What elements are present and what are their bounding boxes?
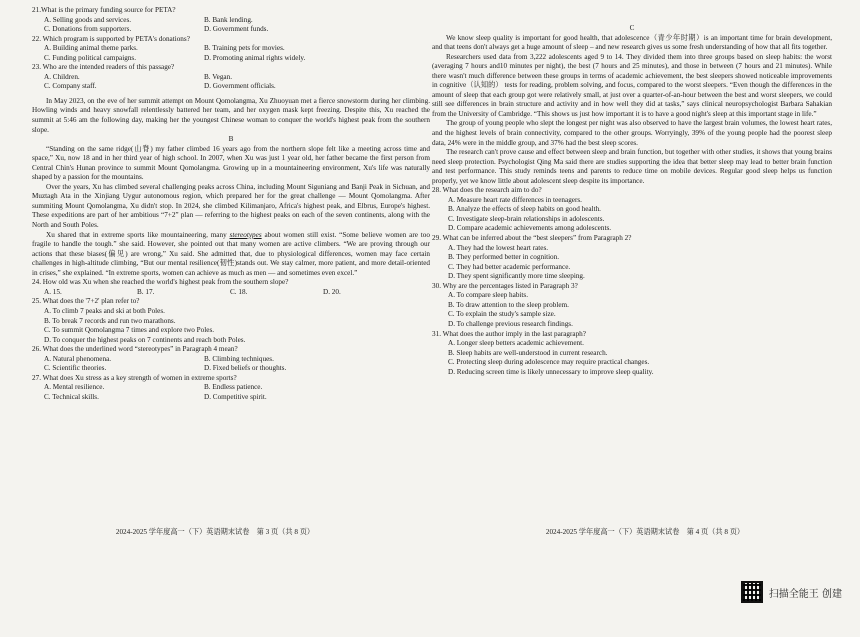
option: C. They had better academic performance. — [448, 262, 571, 271]
option: A. 15. — [44, 287, 62, 296]
question-stem: 31. What does the author imply in the last paragraph? — [432, 329, 586, 338]
option: B. Bank lending. — [204, 15, 253, 24]
option: B. 17. — [137, 287, 155, 296]
options-row — [32, 355, 430, 365]
option: D. Promoting animal rights widely. — [204, 53, 306, 62]
option: B. Climbing techniques. — [204, 354, 274, 363]
option: C. 18. — [230, 287, 248, 296]
option: C. Scientific theories. — [44, 364, 107, 373]
option: B. Analyze the effects of sleep habits on good health. — [448, 205, 601, 214]
option: D. To conquer the highest peaks on 7 continents and reach both Poles. — [44, 335, 246, 344]
right-page — [432, 24, 832, 637]
option: B. Vegan. — [204, 72, 233, 81]
question-stem: 27. What does Xu stress as a key strength of women in extreme sports? — [32, 373, 237, 382]
question-stem: 22. Which program is supported by PETA's donations? — [32, 34, 190, 43]
option: A. Measure heart rate differences in teenagers. — [448, 195, 582, 204]
options-row — [32, 73, 430, 83]
scanner-watermark — [741, 581, 842, 603]
option: D. Reducing screen time is likely unnecessary to improve sleep quality. — [448, 367, 654, 376]
options-row — [32, 288, 430, 298]
option: C. Company staff. — [44, 82, 97, 91]
underlined-word: stereotypes — [229, 230, 262, 239]
option: C. Technical skills. — [44, 392, 99, 401]
option: A. Mental resilience. — [44, 383, 105, 392]
option: D. To challenge previous research findings. — [448, 319, 573, 328]
question-stem: 29. What can be inferred about the “best sleepers” from Paragraph 2? — [432, 234, 632, 243]
option: D. They spent significantly more time sleeping. — [448, 272, 585, 281]
question-stem: 23. Who are the intended readers of this passage? — [32, 63, 175, 72]
option: B. To break 7 records and run two marathons. — [44, 316, 176, 325]
option: A. To climb 7 peaks and ski at both Poles. — [44, 306, 165, 315]
option: A. To compare sleep habits. — [448, 291, 529, 300]
watermark-text: 扫描全能王 创建 — [768, 588, 842, 600]
option: A. Longer sleep betters academic achievement. — [448, 339, 584, 348]
question-stem: 28. What does the research aim to do? — [432, 186, 542, 195]
section-heading: B — [228, 135, 234, 144]
option: B. Training pets for movies. — [204, 44, 285, 53]
option: A. Natural phenomena. — [44, 354, 112, 363]
question-stem: 25. What does the '7+2' plan refer to? — [32, 297, 140, 306]
options-row — [32, 82, 430, 92]
option: A. They had the lowest heart rates. — [448, 243, 549, 252]
passage-paragraph: In May 2023, on the eve of her summit attempt on Mount Qomolangma, Xu Zhuoyuan met a fierce snowstorm during her climbing. Howling winds and heavy snowfall relentlessly battered her team, and her oxygen mask kept freezing. Despite this, Xu reached the summit at 5:46 am the following day, making her the youngest Chinese woman to conquer the world's highest peak from the southern slope. — [32, 96, 430, 134]
option: C. Funding political campaigns. — [44, 53, 137, 62]
qr-code-icon — [741, 581, 763, 603]
options-row — [32, 25, 430, 35]
passage-paragraph: We know sleep quality is important for good health, that adolescence（青少年时期）is an important time for brain development, and that teens don't always get a huge amount of sleep – and new research gives us some fresh understanding of how that all fits together. — [432, 33, 832, 52]
text-run: Xu shared that in extreme sports like mountaineering, many — [46, 230, 230, 239]
page-footer: 2024-2025 学年度高一（下）英语期末试卷 第 3 页（共 8 页） — [115, 528, 315, 536]
option: B. Endless patience. — [204, 383, 263, 392]
passage-paragraph — [32, 231, 430, 279]
option: D. Compare academic achievements among adolescents. — [448, 224, 612, 233]
option: D. Fixed beliefs or thoughts. — [204, 364, 287, 373]
section-heading: C — [629, 24, 635, 32]
passage-paragraph: The group of young people who slept the longest per night was also observed to have the largest brain volumes, the lowest heart rates, and the highest levels of brain connectivity, compared to the other groups. Worryingly, 39% of the young people had the poorest sleep data, 24% were in the middle group, and 37% had the best sleep scores. — [432, 119, 832, 147]
options-row — [32, 54, 430, 64]
passage-paragraph: The research can't prove cause and effect between sleep and brain function, but together with other studies, it shows that young brains need sleep protection. Psychologist Qing Ma said there are studies supporting the idea that better sleep may lead to better brain function and test performance. This study reminds teens and parents to reduce time on mobile devices. Regular good sleep helps us function properly, yet we know little about adolescent sleep despite its importance. — [432, 148, 832, 185]
options-row — [32, 44, 430, 54]
options-row — [32, 16, 430, 26]
question-stem: 30. Why are the percentages listed in Paragraph 3? — [432, 281, 578, 290]
options-row — [32, 393, 430, 403]
page-footer: 2024-2025 学年度高一（下）英语期末试卷 第 4 页（共 8 页） — [545, 528, 745, 536]
option: D. Government funds. — [204, 25, 269, 34]
passage-paragraph: Researchers used data from 3,222 adolescents aged 9 to 14. They divided them into three groups based on sleep habits: the worst (averaging 7 hours and10 minutes per night), the best (7 hours and 25 minutes), and those in between (7 hours and 21 minutes). While there wasn't much difference between these groups in terms of academic achievement, the best sleepers showed noticeable improvements in cognitive（认知的） tests for reading, problem solving, and focus, compared to the worst sleepers. “Even though the differences in the amount of sleep that each group got were relatively small, at just over a quarter-of-an-hour between the best and worst sleepers, we could still see differences in brain structure and activity and in how well they did at tasks,” says clinical neuropsychologist Barbara Sahakian from the University of Cambridge. “This shows us just how important it is to have a good night's sleep at this important stage in life.” — [432, 52, 832, 118]
option: D. Competitive spirit. — [204, 392, 267, 401]
option: D. Government officials. — [204, 82, 276, 91]
text-run: about women still exist. “Some believe women are too fragile to handle the tough.” she said. However, she pointed out that many women are active climbers. “We are proving through our actions that these biases(偏见) are wrong,” Xu said. She admitted that, due to physiological differences, women may face certain challenges in high-altitude climbing, “But our mental resilience(韧性)stands out. We stay calmer, more patient, and more detail-oriented in crises,” she explained. “In extreme sports, women can achieve as much as men — and sometimes even excel.” — [32, 230, 430, 277]
question-stem: 24. How old was Xu when she reached the world's highest peak from the southern slope? — [32, 278, 289, 287]
passage-paragraph: “Standing on the same ridge(山脊) my father climbed 16 years ago from the northern slope felt like a meeting across time and space,” Xu, now 18 and in her third year of high school. In 2007, when Xu was just 1 year old, her father became the first person from Central Chin's Hunan province to summit Mount Qomolangma. Growing up in a mountaineering environment, Xu's life was naturally shaped by a passion for the mountains. — [32, 144, 430, 182]
option: C. Donations from supporters. — [44, 25, 132, 34]
option: C. Investigate sleep-brain relationships in adolescents. — [448, 214, 605, 223]
option: C. Protecting sleep during adolescence may require practical changes. — [448, 358, 650, 367]
option: A. Children. — [44, 72, 80, 81]
option: B. They performed better in cognition. — [448, 253, 560, 262]
option: D. 20. — [323, 287, 341, 296]
passage-paragraph: Over the years, Xu has climbed several challenging peaks across China, including Mount Siguniang and Banji Peak in Sichuan, and Muztagh Ata in the Xinjiang Uygur autonomous region, which prepared her for the great challenge — Mount Qomolangma. After summiting Mount Qomolangma, Xu didn't stop. In 2024, she climbed Kilimanjaro, Africa's highest peak, and Elbrus, Europe's highest. These expeditions are part of her ambitious “7+2” plan — referring to the highest peaks on each of the seven continents, along with the North and South Poles. — [32, 182, 430, 230]
option: A. Selling goods and services. — [44, 15, 132, 24]
options-row — [32, 364, 430, 374]
options-row — [32, 383, 430, 393]
option: B. To draw attention to the sleep problem. — [448, 300, 569, 309]
question-stem: 21.What is the primary funding source for PETA? — [32, 6, 176, 14]
question-stem: 26. What does the underlined word “stereotypes” in Paragraph 4 mean? — [32, 345, 238, 354]
option: B. Sleep habits are well-understood in current research. — [448, 348, 608, 357]
left-page — [32, 6, 430, 615]
option: C. To summit Qomolangma 7 times and explore two Poles. — [44, 326, 215, 335]
option: C. To explain the study's sample size. — [448, 310, 556, 319]
option: A. Building animal theme parks. — [44, 44, 138, 53]
